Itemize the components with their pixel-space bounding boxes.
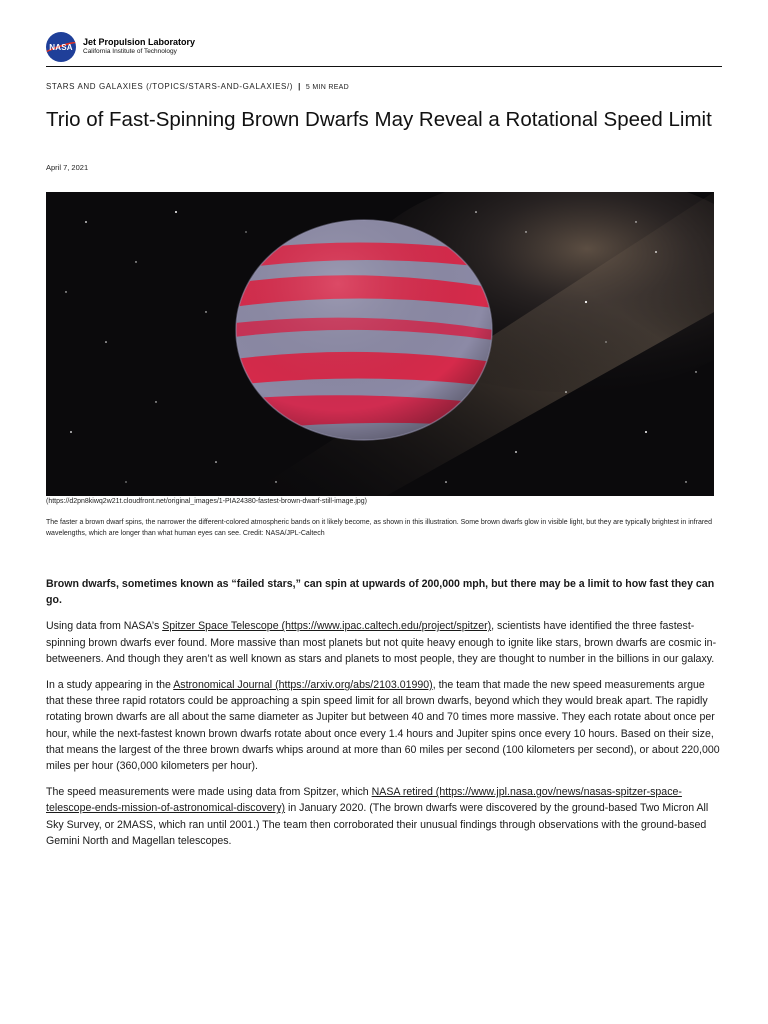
p2-text-after: , the team that made the new speed measurements argue that these three rapid rotators could be approaching a spin speed limit for all brown dwarfs, beyond which they would break apart. The rapidly rotating brown dwarfs are all about the same diameter as Jupiter but between 40 and 70 times more massive. They each rotate about once per hour, while the next-fastest known brown dwarfs rotate about once every 1.4 hours and Jupiter spins once every 10 hours. Based on their size, that means the largest of the three brown dwarfs whips around at more than 60 miles per second (100 kilometers per second), or about 220,000 miles per hour (360,000 kilometers per hour). xyxy=(46,679,720,773)
nasa-logo[interactable] xyxy=(46,32,76,62)
p3-text-before: The speed measurements were made using data from Spitzer, which xyxy=(46,786,372,799)
header-divider xyxy=(46,66,722,67)
page-title: Trio of Fast-Spinning Brown Dwarfs May Reveal a Rotational Speed Limit xyxy=(46,108,712,131)
nasa-retired-link[interactable]: NASA retired (https://www.jpl.nasa.gov/news/nasas-spitzer-space-telescope-ends-mission-of-astronomical-discovery) xyxy=(46,786,682,815)
paragraph-3 xyxy=(46,784,722,849)
hero-image[interactable] xyxy=(46,192,714,496)
paragraph-1 xyxy=(46,618,722,667)
p1-text-after: , scientists have identified the three fastest-spinning brown dwarfs ever found. More massive than most planets but not quite heavy enough to ignite like stars, brown dwarfs are cosmic in-betweeners. And though they aren’t as well known as stars and planets to most people, they are thought to number in the billions in our galaxy. xyxy=(46,620,717,665)
image-source-link[interactable]: (https://d2pn8kiwq2w21t.cloudfront.net/original_images/1-PIA24380-fastest-brown-dwarf-still-image.jpg) xyxy=(46,498,367,505)
brand-subtitle: California Institute of Technology xyxy=(83,48,177,56)
brand[interactable] xyxy=(83,38,195,56)
logo-text: NASA xyxy=(49,42,73,52)
article-meta xyxy=(46,82,349,91)
meta-separator: | xyxy=(298,82,301,91)
p3-text-after: in January 2020. (The brown dwarfs were discovered by the ground-based Two Micron All Sky Survey, or 2MASS, which ran until 2001.) The team then corroborated their unusual findings through observations with the ground-based Gemini North and Magellan telescopes. xyxy=(46,802,709,847)
p1-text-before: Using data from NASA’s xyxy=(46,620,163,633)
brand-name: Jet Propulsion Laboratory xyxy=(83,37,196,48)
paragraph-2 xyxy=(46,677,722,774)
site-header xyxy=(46,32,195,62)
spitzer-link[interactable]: Spitzer Space Telescope (https://www.ipac.caltech.edu/project/spitzer) xyxy=(162,620,492,633)
astronomical-journal-link[interactable]: Astronomical Journal (https://arxiv.org/abs/2103.01990) xyxy=(173,679,433,692)
publish-date: April 7, 2021 xyxy=(46,163,89,172)
lead-paragraph: Brown dwarfs, sometimes known as “failed stars,” can spin at upwards of 200,000 mph, but there may be a limit to how fast they can go. xyxy=(46,578,715,607)
p2-text-before: In a study appearing in the xyxy=(46,679,174,692)
read-time: 5 MIN READ xyxy=(305,84,349,91)
article-body xyxy=(46,576,722,859)
image-caption: The faster a brown dwarf spins, the narrower the different-colored atmospheric bands on it likely become, as shown in this illustration. Some brown dwarfs glow in visible light, but they are typically brightest in infrared wavelengths, which are longer than what human eyes can see. Credit: NASA/JPL-Caltech xyxy=(46,519,712,537)
category-link[interactable]: STARS AND GALAXIES (/TOPICS/STARS-AND-GALAXIES/) xyxy=(46,82,294,91)
